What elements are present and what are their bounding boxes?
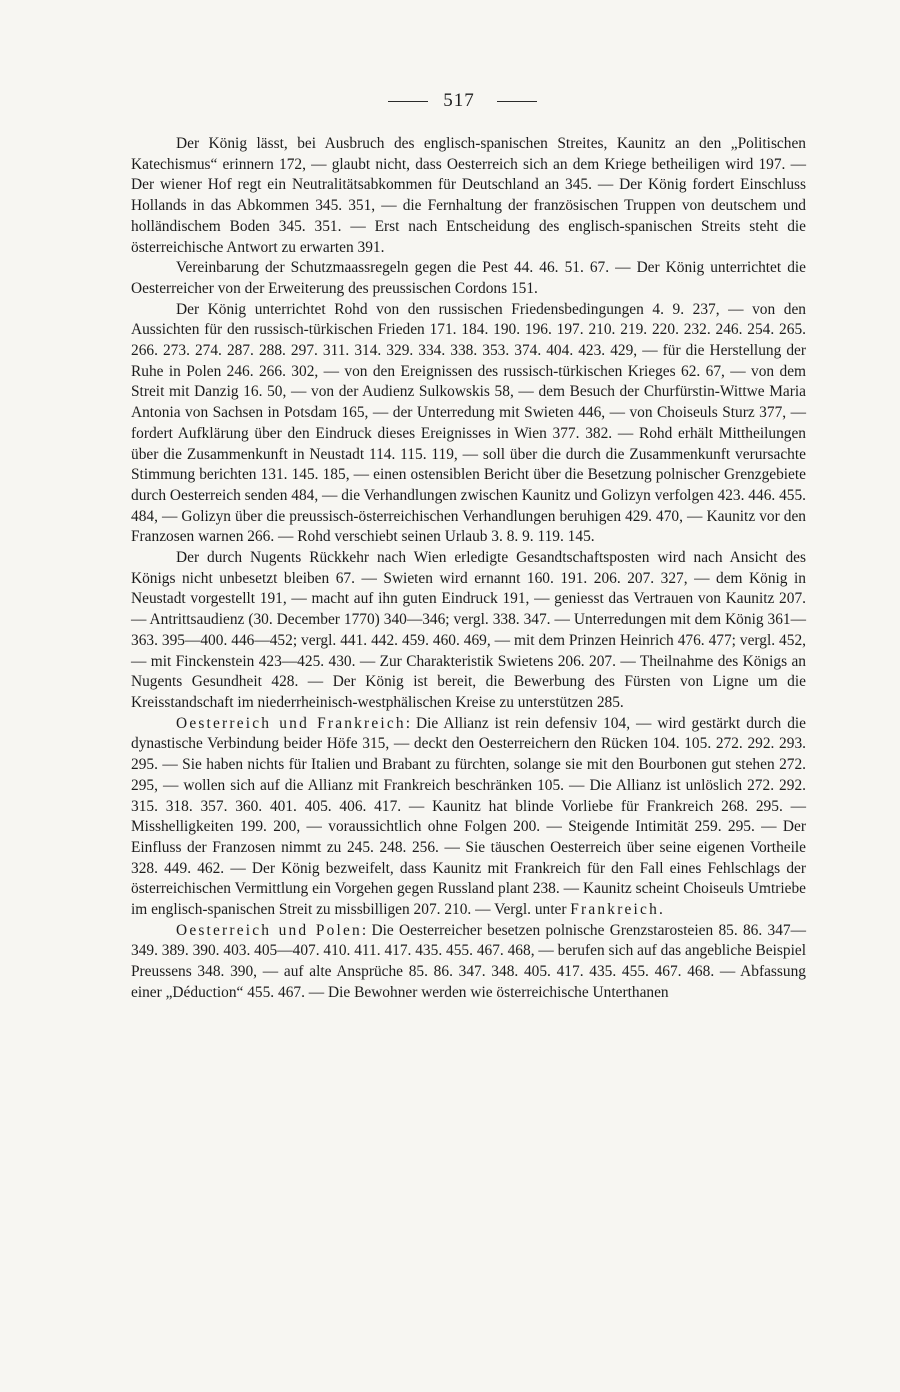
index-text <box>131 134 806 1004</box>
paragraph-pest <box>131 258 806 299</box>
paragraph-text: Vereinbarung der Schutzmaassregeln gegen die Pest 44. 46. 51. 67. — Der König unterrichtet die Oesterreicher von der Erweiterung des preussischen Cordons 151. <box>131 259 806 297</box>
page-number: 517 <box>443 90 475 111</box>
paragraph-oesterreich-frankreich <box>131 714 806 921</box>
paragraph-rohd <box>131 300 806 548</box>
paragraph-swieten <box>131 548 806 714</box>
header-rule-left <box>388 101 428 102</box>
paragraph-text: : Die Oesterreicher besetzen polnische Grenzstarosteien 85. 86. 347—349. 389. 390. 403. 405—407. 410. 411. 417. 435. 455. 467. 468, — berufen sich auf das angebliche Beispiel Preussens 348. 390, — auf alte Ansprüche 85. 86. 347. 348. 405. 417. 435. 455. 467. 468. — Abfassung einer „Déduction“ 455. 467. — Die Bewohner werden wie österreichische Unterthanen <box>131 921 806 1001</box>
paragraph-text: Der König lässt, bei Ausbruch des englisch-spanischen Streites, Kaunitz an den „Politischen Katechismus“ erinnern 172, — glaubt nicht, dass Oesterreich sich an dem Kriege betheiligen wird 197. — Der wiener Hof regt ein Neutralitätsabkommen für Deutschland an 345. — Der König fordert Einschluss Hollands in das Abkommen 345. 351, — die Fernhaltung der französischen Truppen von deutschem und holländischem Boden 345. 351. — Erst nach Entscheidung des englisch-spanischen Streits steht die österreichische Antwort zu erwarten 391. <box>131 135 806 256</box>
paragraph-text: Der König unterrichtet Rohd von den russischen Friedensbedingungen 4. 9. 237, — von den Aussichten für den russisch-türkischen Frieden 171. 184. 190. 196. 197. 210. 219. 220. 232. 246. 254. 265. 266. 273. 274. 287. 288. 297. 311. 314. 329. 334. 338. 353. 374. 404. 423. 429, — für die Herstellung der Ruhe in Polen 246. 266. 302, — von den Ereignissen des russisch-türkischen Krieges 62. 67, — von dem Streit mit Danzig 16. 50, — von der Audienz Sulkowskis 58, — dem Besuch der Churfürstin-Wittwe Maria Antonia von Sachsen in Potsdam 165, — der Unterredung mit Swieten 446, — von Choiseuls Sturz 377, — fordert Aufklärung über den Eindruck dieses Ereignisses in Wien 377. 382. — Rohd erhält Mittheilungen über die Zusammenkunft in Neustadt 114. 115. 119, — soll über die durch die Zusammenkunft verursachte Stimmung berichten 131. 145. 185, — einen ostensiblen Bericht über die Besetzung polnischer Grenzgebiete durch Oesterreich senden 484, — die Verhandlungen zwischen Kaunitz und Golizyn verfolgen 423. 446. 455. 484, — Golizyn über die preussisch-österreichischen Verhandlungen beruhigen 429. 470, — Kaunitz vor den Franzosen warnen 266. — Rohd verschiebt seinen Urlaub 3. 8. 9. 119. 145. <box>131 300 807 546</box>
header-rule-right <box>497 101 537 102</box>
entry-heading: Oesterreich und Frankreich <box>176 714 406 732</box>
entry-heading: Oesterreich und Polen <box>176 921 362 939</box>
paragraph-oesterreich-polen <box>131 921 806 1004</box>
paragraph-text: Der durch Nugents Rückkehr nach Wien erledigte Gesandtschaftsposten wird nach Ansicht des Königs nicht unbesetzt bleiben 67. — Swieten wird ernannt 160. 191. 206. 207. 327, — dem König in Neustadt vorgestellt 191, — macht auf ihn guten Eindruck 191, — geniesst das Vertrauen von Kaunitz 207. — Antrittsaudienz (30. December 1770) 340—346; vergl. 338. 347. — Unterredungen mit dem König 361—363. 395—400. 446—452; vergl. 441. 442. 459. 460. 469, — mit dem Prinzen Heinrich 476. 477; vergl. 452, — mit Finckenstein 423—425. 430. — Zur Charakteristik Swietens 206. 207. — Theilnahme des Königs an Nugents Gesundheit 428. — Der König ist bereit, die Bewerbung des Fürsten von Ligne um die Kreisstandschaft im niederrheinisch-westphälischen Kreise zu unterstützen 285. <box>131 549 806 711</box>
paragraph-text: : Die Allianz ist rein defensiv 104, — wird gestärkt durch die dynastische Verbindung beider Höfe 315, — deckt den Oesterreichern den Rücken 104. 105. 272. 292. 293. 295. — Sie haben nichts für Italien und Brabant zu fürchten, solange sie mit den Bourbonen gut stehen 272. 295, — wollen sich auf die Allianz mit Frankreich beschränken 105. — Die Allianz ist unlöslich 272. 292. 315. 318. 357. 360. 401. 405. 406. 417. — Kaunitz hat blinde Vorliebe für Frankreich 268. 295. — Misshelligkeiten 199. 200, — voraussichtlich ohne Folgen 200. — Steigende Intimität 259. 295. — Der Einfluss der Franzosen nimmt zu 245. 248. 256. — Sie täuschen Oesterreich über seine eigenen Vortheile 328. 449. 462. — Der König bezweifelt, dass Kaunitz mit Frankreich für den Fall eines Fehlschlags der österreichischen Vermittlung ein Vorgehen gegen Russland plant 238. — Kaunitz scheint Choiseuls Umtriebe im englisch-spanischen Streit zu missbilligen 207. 210. — Vergl. unter <box>131 714 806 919</box>
paragraph-neutrality <box>131 134 806 258</box>
cross-reference: Frankreich. <box>570 901 666 919</box>
page-header <box>0 90 900 114</box>
